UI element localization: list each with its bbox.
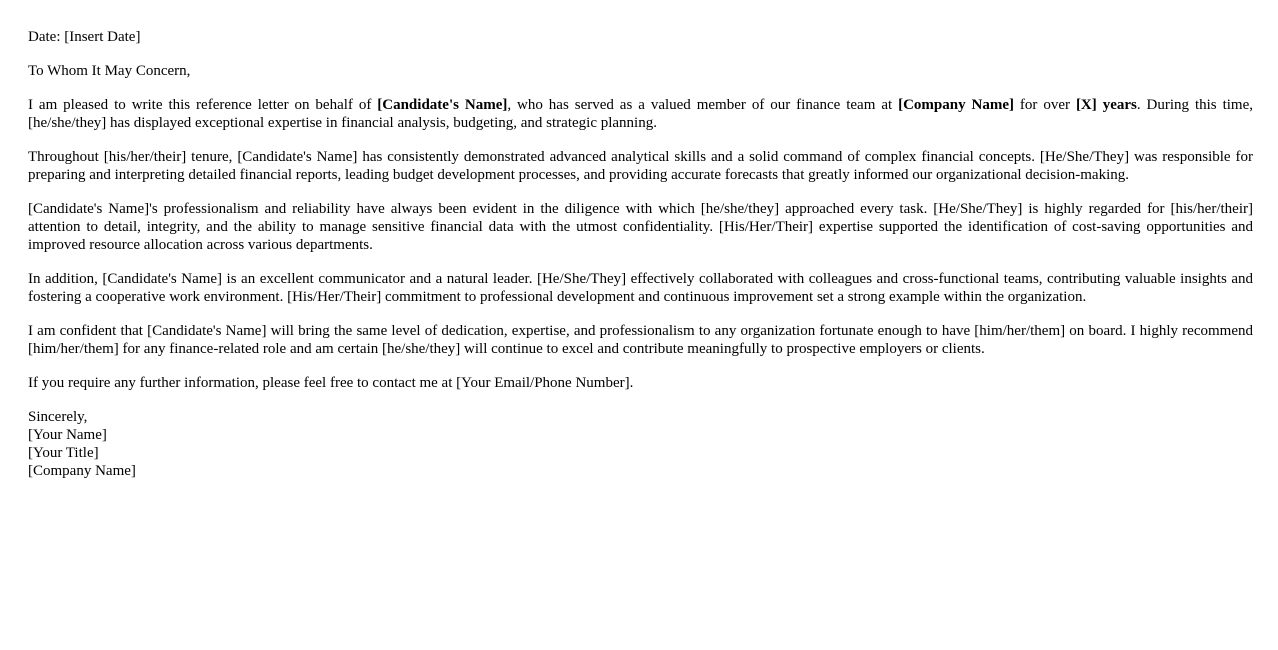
paragraph-communication: In addition, [Candidate's Name] is an excellent communicator and a natural leader. [He/She/They] effectively collaborated with colleagues and cross-functional teams, contributing valuable insights and fostering a cooperative work environment. [His/Her/Their] commitment to professional development and continuous improvement set a strong example within the organization.	[28, 271, 1253, 305]
paragraph-tenure: Throughout [his/her/their] tenure, [Candidate's Name] has consistently demonstrated advanced analytical skills and a solid command of complex financial concepts. [He/She/They] was responsible for preparing and interpreting detailed financial reports, leading budget development processes, and providing accurate forecasts that greatly informed our organizational decision-making.	[28, 149, 1253, 183]
signoff-block	[28, 408, 1253, 480]
paragraph-intro	[28, 96, 1253, 132]
years-bold: [X] years	[1075, 97, 1137, 113]
intro-text-3: for over	[1014, 97, 1076, 113]
intro-text-4: . During this time, [he/she/they] has displayed exceptional expertise in financial analysis, budgeting, and strategic planning.	[28, 97, 1253, 131]
intro-text-2: , who has served as a valued member of our finance team at	[507, 97, 899, 113]
paragraph-contact: If you require any further information, please feel free to contact me at [Your Email/Phone Number].	[28, 375, 634, 391]
candidate-name-bold: [Candidate's Name]	[377, 97, 508, 113]
closing: Sincerely,	[28, 409, 88, 425]
paragraph-recommendation: I am confident that [Candidate's Name] will bring the same level of dedication, expertise, and professionalism to any organization fortunate enough to have [him/her/them] on board. I highly recommend [him/her/them] for any finance-related role and am certain [he/she/they] will continue to excel and contribute meaningfully to prospective employers or clients.	[28, 323, 1253, 357]
intro-text-1: I am pleased to write this reference letter on behalf of	[28, 97, 378, 113]
signer-company: [Company Name]	[28, 463, 136, 479]
paragraph-professionalism: [Candidate's Name]'s professionalism and reliability have always been evident in the diligence with which [he/she/they] approached every task. [He/She/They] is highly regarded for [his/her/their] attention to detail, integrity, and the ability to manage sensitive financial data with the utmost confidentiality. [His/Her/Their] expertise supported the identification of cost-saving opportunities and improved resource allocation across various departments.	[28, 201, 1253, 253]
date-line: Date: [Insert Date]	[28, 29, 141, 45]
letter-body	[28, 28, 1253, 496]
signer-title: [Your Title]	[28, 445, 99, 461]
company-name-bold: [Company Name]	[898, 97, 1014, 113]
signer-name: [Your Name]	[28, 427, 107, 443]
greeting: To Whom It May Concern,	[28, 63, 191, 79]
